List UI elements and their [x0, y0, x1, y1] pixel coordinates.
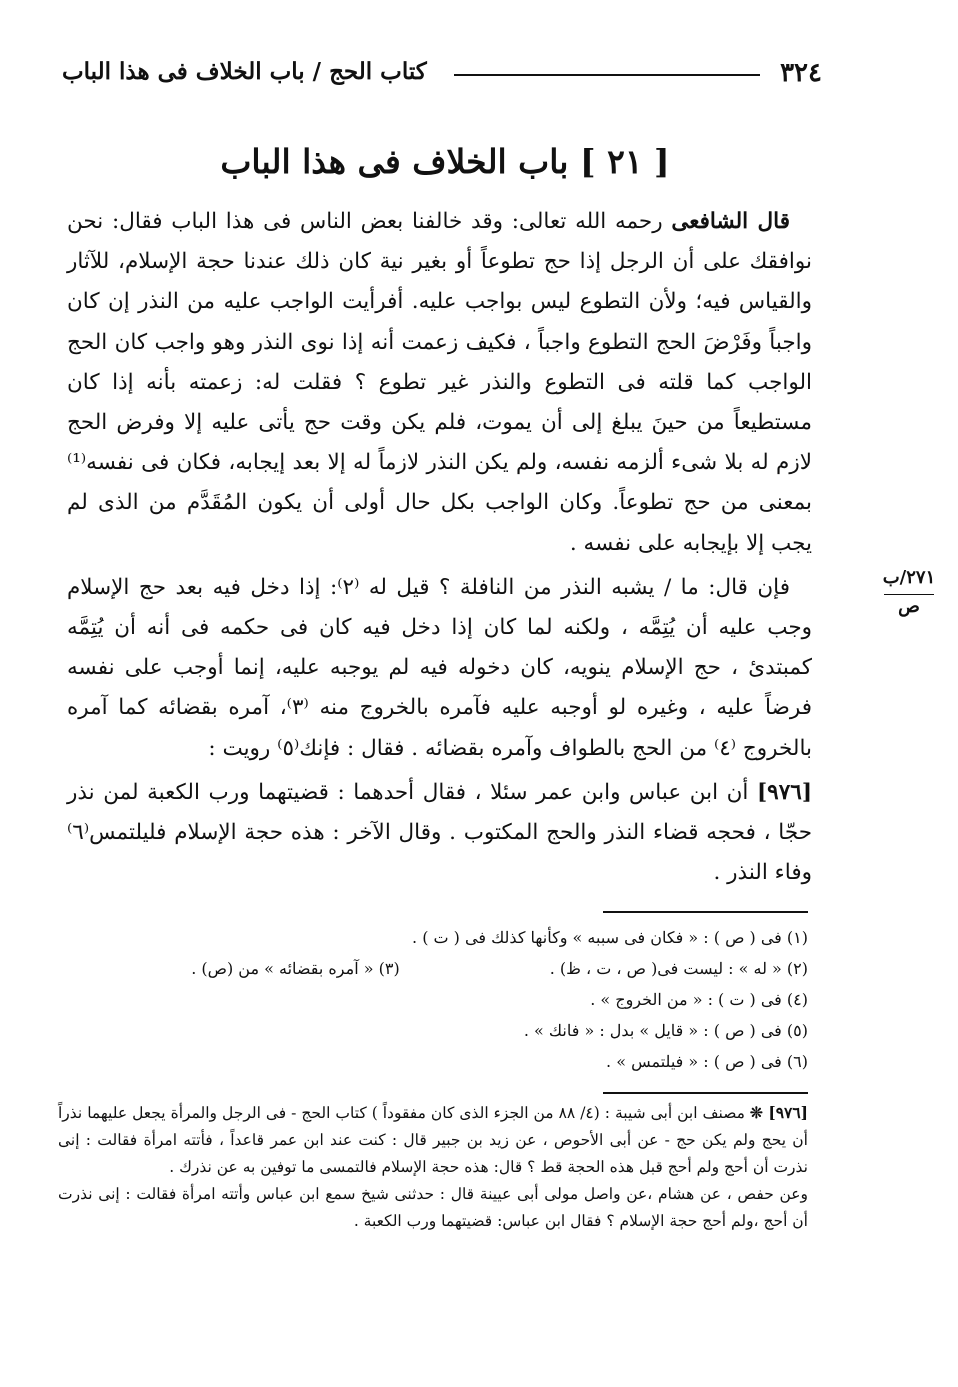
hadith-note-1 [58, 1099, 808, 1181]
paragraph-1 [67, 202, 812, 564]
footnote-row [118, 984, 808, 1015]
footnote-6: (٦) فى ( ص ) : « فيلتمس » . [606, 1052, 808, 1071]
hadith-note-text: وعن حفص ، عن هشام ،عن واصل مولى أبى عيينة قال : حدثنى شيخ سمع ابن عباس وأتته امرأة فقالت : إنى نذرت أن أحج ،ولم أحج حجة الإسلام ؟ فقال ابن عباس: قضيتهما ورب الكعبة . [58, 1185, 808, 1230]
footnote-5: (٥) فى ( ص ) : « قايل » بدل : « فانك » . [523, 1021, 808, 1040]
main-text [67, 202, 812, 897]
paragraph-2 [67, 568, 812, 769]
hadith-note-ref: [٩٧٦] ❊ [749, 1103, 809, 1122]
footnote-4: (٤) فى ( ت ) : « من الخروج » . [590, 990, 808, 1009]
running-header [62, 56, 822, 96]
footnote-row [118, 922, 808, 953]
chapter-title: [ ٢١ ] باب الخلاف فى هذا الباب [220, 142, 670, 181]
footnotes [118, 922, 808, 1077]
manuscript-siglum: ص [898, 596, 920, 617]
header-rule [454, 74, 760, 76]
footnote-1: (١) فى ( ص ) : « فكان فى سببه » وكأنها كذلك فى ( ت ) . [412, 928, 808, 947]
paragraph-body: فإن قال: ما / يشبه النذر من النافلة ؟ قيل له ⁽٢⁾: إذا دخل فيه بعد حج الإسلام وجب عليه أن يُتِمَّه ، ولكنه لما كان إذا دخل فيه كان فى حكمه فى أنه أن يُتِمَّه كمبتدئ ، حج الإسلام ينويه، كان دخوله فيه لم يوجبه عليه، إنما أوجب على نفسه فرضاً عليه ، وغيره لو أوجبه عليه فآمره بالخروج منه ⁽٣⁾، آمره بقضائه كما آمره بالخروج ⁽٤⁾ من الحج بالطواف وآمره بقضائه . فقال : فإنك⁽٥⁾ رويت : [67, 574, 812, 761]
hadith-notes [58, 1099, 808, 1235]
folio-marker: ٢٧١/ب [882, 567, 936, 588]
running-title: كتاب الحج / باب الخلاف فى هذا الباب [62, 58, 427, 85]
hadith-note-2 [58, 1181, 808, 1235]
page-number: ٣٢٤ [780, 58, 822, 88]
paragraph-3 [67, 773, 812, 894]
paragraph-lead: قال الشافعى [671, 209, 790, 234]
footnote-2: (٢) « له » : ليست فى( ص ، ت ، ظ) . [549, 959, 808, 978]
margin-note [874, 566, 944, 619]
footnote-3: (٣) « آمره بقضائه » من (ص) . [191, 959, 400, 978]
paragraph-body: رحمه الله تعالى: وقد خالفنا بعض الناس فى هذا الباب فقال: نحن نوافقك على أن الرجل إذا حج تطوعاً أو بغير نية كان ذلك عندنا حجة الإسلام، للآثار والقياس فيه؛ ولأن التطوع ليس بواجب عليه. أفرأيت الواجب عليه من النذر إن كان واجباً وفَرْضَ الحج التطوع واجباً ، فكيف زعمت أنه إذا نوى النذر وهو واجب كان الحج الواجب كما قلته فى التطوع والنذر غير تطوع ؟ فقلت له: زعمته بأنه إذا كان مستطيعاً من حينَ يبلغ إلى أن يموت، فلم يكن وقت حج يأتى عليه إلا وفرض الحج لازم له بلا شىء ألزمه نفسه، ولم يكن النذر لازماً له إلا بعد إيجابه، فكان فى نفسه⁽¹⁾ بمعنى من حج تطوعاً. وكان الواجب بكل حال أولى أن يكون المُقَدَّم من الذى لم يجب إلا بإيجابه على نفسه . [67, 209, 812, 556]
footnote-row [118, 1046, 808, 1077]
hadith-number: [٩٧٦] [756, 779, 812, 805]
footnote-rule [603, 911, 808, 913]
footnote-row [118, 953, 808, 984]
footnote-row [118, 1015, 808, 1046]
hadith-notes-rule [603, 1092, 808, 1094]
hadith-note-text: مصنف ابن أبى شيبة : (٤/ ٨٨ من الجزء الذى كان مفقوداً ) كتاب الحج - فى الرجل والمرأة يجعل عليهما نذراً أن يحج ولم يكن حج - عن أبى الأحوص ، عن زيد بن جبير قال : كنت عند ابن عمر قاعداً ، فأتته امرأة فقالت : إنى نذرت أن أحج ولم أحج قبل هذه الحجة قط ؟ قال: هذه حجة الإسلام فالتمسى ما توفين به عن نذرك . [58, 1104, 808, 1176]
paragraph-body: أن ابن عباس وابن عمر سئلا ، فقال أحدهما : قضيتهما ورب الكعبة لمن نذر حجّا ، فحجه قضاء النذر والحج المكتوب . وقال الآخر : هذه حجة الإسلام فليلتمس⁽٦⁾ وفاء النذر . [67, 779, 812, 886]
